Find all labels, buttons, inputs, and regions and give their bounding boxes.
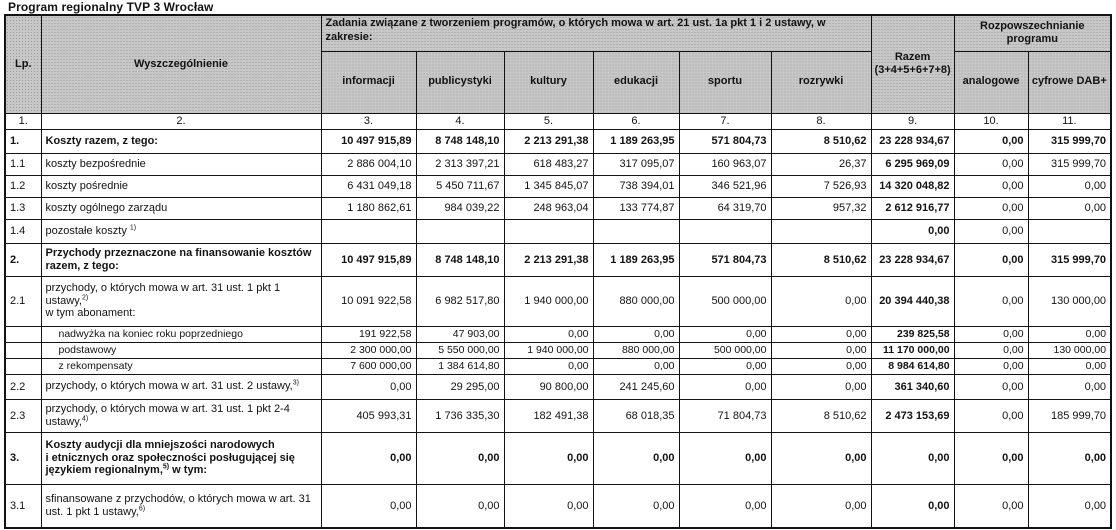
value-cell: 8 510,62 xyxy=(771,243,871,276)
value-cell: 64 319,70 xyxy=(679,197,771,219)
value-cell: 0,00 xyxy=(321,432,416,484)
row-label: przychody, o których mowa w art. 31 ust. 1 pkt 2-4 ustawy,$^{4)}$ xyxy=(41,399,321,432)
value-cell: 0,00 xyxy=(871,432,954,484)
total-label: Razem xyxy=(894,50,931,63)
value-cell: 5 550 000,00 xyxy=(416,342,504,358)
value-cell: 0,00 xyxy=(1028,432,1111,484)
row-label: przychody, o których mowa w art. 31 ust. 1 pkt 1 ustawy,$^{2)}$ w tym abonament: xyxy=(41,276,321,326)
value-cell: 0,00 xyxy=(593,326,679,342)
value-cell: 20 394 440,38 xyxy=(871,276,954,326)
value-cell: 0,00 xyxy=(771,276,871,326)
row-number: 1.1 xyxy=(5,153,41,175)
row-label: Koszty audycji dla mniejszości narodowych i etnicznych oraz społeczności posługującej się językiem regionalnym,$^{5)}$ w tym: xyxy=(41,432,321,484)
value-cell: 10 091 922,58 xyxy=(321,276,416,326)
value-cell: 2 612 916,77 xyxy=(871,197,954,219)
value-cell: 0,00 xyxy=(954,129,1028,153)
value-cell: 500 000,00 xyxy=(679,276,771,326)
column-header-culture: kultury xyxy=(504,51,593,113)
table-body xyxy=(5,129,1111,528)
value-cell: 0,00 xyxy=(771,484,871,528)
value-cell: 160 963,07 xyxy=(679,153,771,175)
value-cell: 185 999,70 xyxy=(1028,399,1111,432)
column-number-row xyxy=(5,113,1111,129)
value-cell: 0,00 xyxy=(771,358,871,374)
row-label: nadwyżka na koniec roku poprzedniego xyxy=(41,326,321,342)
value-cell: 618 483,27 xyxy=(504,153,593,175)
value-cell: 0,00 xyxy=(504,326,593,342)
table-row xyxy=(5,358,1111,374)
value-cell: 6 431 049,18 xyxy=(321,175,416,197)
column-header-specification: Wyszczególnienie xyxy=(41,15,321,113)
value-cell: 0,00 xyxy=(954,153,1028,175)
value-cell: 315 999,70 xyxy=(1028,153,1111,175)
value-cell: 1 940 000,00 xyxy=(504,342,593,358)
row-number: 1. xyxy=(5,129,41,153)
row-label: pozostałe koszty $^{1)}$ xyxy=(41,219,321,243)
value-cell: 90 800,00 xyxy=(504,374,593,399)
value-cell: 571 804,73 xyxy=(679,129,771,153)
value-cell: 0,00 xyxy=(416,484,504,528)
value-cell: 14 320 048,82 xyxy=(871,175,954,197)
value-cell: 241 245,60 xyxy=(593,374,679,399)
value-cell: 1 345 845,07 xyxy=(504,175,593,197)
column-number: 2. xyxy=(41,113,321,129)
value-cell: 1 180 862,61 xyxy=(321,197,416,219)
table-row xyxy=(5,175,1111,197)
table-row xyxy=(5,342,1111,358)
value-cell: 2 213 291,38 xyxy=(504,129,593,153)
value-cell: 0,00 xyxy=(679,432,771,484)
value-cell: 2 313 397,21 xyxy=(416,153,504,175)
table-row xyxy=(5,153,1111,175)
value-cell: 191 922,58 xyxy=(321,326,416,342)
table-row xyxy=(5,399,1111,432)
value-cell: 0,00 xyxy=(954,175,1028,197)
value-cell: 239 825,58 xyxy=(871,326,954,342)
value-cell: 0,00 xyxy=(1028,484,1111,528)
value-cell: 880 000,00 xyxy=(593,342,679,358)
value-cell: 0,00 xyxy=(1028,326,1111,342)
value-cell: 10 497 915,89 xyxy=(321,129,416,153)
value-cell: 0,00 xyxy=(771,342,871,358)
value-cell: 315 999,70 xyxy=(1028,129,1111,153)
value-cell: 182 491,38 xyxy=(504,399,593,432)
row-number xyxy=(5,342,41,358)
table-row xyxy=(5,374,1111,399)
value-cell: 0,00 xyxy=(679,326,771,342)
value-cell: 0,00 xyxy=(416,432,504,484)
value-cell: 0,00 xyxy=(771,432,871,484)
value-cell: 0,00 xyxy=(954,432,1028,484)
group-header-tasks: Zadania związane z tworzeniem programów, o których mowa w art. 21 ust. 1a pkt 1 i 2 ustawy, w zakresie: xyxy=(321,15,871,51)
value-cell xyxy=(416,219,504,243)
row-label: koszty bezpośrednie xyxy=(41,153,321,175)
financial-table xyxy=(4,14,1112,529)
value-cell: 0,00 xyxy=(954,484,1028,528)
column-header-education: edukacji xyxy=(593,51,679,113)
row-number: 1.3 xyxy=(5,197,41,219)
value-cell: 0,00 xyxy=(871,484,954,528)
value-cell: 71 804,73 xyxy=(679,399,771,432)
value-cell: 0,00 xyxy=(1028,175,1111,197)
row-number: 3. xyxy=(5,432,41,484)
column-header-digital-dab: cyfrowe DAB+ xyxy=(1028,51,1111,113)
row-label: Koszty razem, z tego: xyxy=(41,129,321,153)
value-cell: 0,00 xyxy=(1028,374,1111,399)
value-cell: 7 600 000,00 xyxy=(321,358,416,374)
header-row-groups xyxy=(5,15,1111,51)
value-cell: 0,00 xyxy=(321,374,416,399)
table-row xyxy=(5,197,1111,219)
column-number: 10. xyxy=(954,113,1028,129)
value-cell: 0,00 xyxy=(679,374,771,399)
value-cell: 0,00 xyxy=(954,276,1028,326)
value-cell: 984 039,22 xyxy=(416,197,504,219)
row-label: koszty ogólnego zarządu xyxy=(41,197,321,219)
value-cell: 346 521,96 xyxy=(679,175,771,197)
value-cell: 47 903,00 xyxy=(416,326,504,342)
value-cell: 0,00 xyxy=(771,326,871,342)
value-cell: 0,00 xyxy=(954,219,1028,243)
value-cell xyxy=(321,219,416,243)
column-number: 8. xyxy=(771,113,871,129)
value-cell: 8 510,62 xyxy=(771,129,871,153)
table-row xyxy=(5,129,1111,153)
value-cell: 1 384 614,80 xyxy=(416,358,504,374)
column-header-journalism: publicystyki xyxy=(416,51,504,113)
column-header-information: informacji xyxy=(321,51,416,113)
value-cell xyxy=(504,219,593,243)
value-cell: 0,00 xyxy=(954,326,1028,342)
value-cell: 8 748 148,10 xyxy=(416,243,504,276)
row-number xyxy=(5,326,41,342)
value-cell: 0,00 xyxy=(954,399,1028,432)
value-cell: 0,00 xyxy=(679,484,771,528)
value-cell: 738 394,01 xyxy=(593,175,679,197)
column-number: 7. xyxy=(679,113,771,129)
column-number: 6. xyxy=(593,113,679,129)
value-cell: 29 295,00 xyxy=(416,374,504,399)
value-cell: 11 170 000,00 xyxy=(871,342,954,358)
value-cell: 8 748 148,10 xyxy=(416,129,504,153)
row-label: podstawowy xyxy=(41,342,321,358)
value-cell: 1 736 335,30 xyxy=(416,399,504,432)
value-cell: 405 993,31 xyxy=(321,399,416,432)
column-header-lp: Lp. xyxy=(5,15,41,113)
value-cell: 1 940 000,00 xyxy=(504,276,593,326)
row-number: 3.1 xyxy=(5,484,41,528)
row-number: 2.1 xyxy=(5,276,41,326)
value-cell: 133 774,87 xyxy=(593,197,679,219)
value-cell: 957,32 xyxy=(771,197,871,219)
value-cell: 23 228 934,67 xyxy=(871,243,954,276)
value-cell: 248 963,04 xyxy=(504,197,593,219)
value-cell: 0,00 xyxy=(954,358,1028,374)
row-label: przychody, o których mowa w art. 31 ust. 2 ustawy,$^{3)}$ xyxy=(41,374,321,399)
value-cell: 0,00 xyxy=(321,484,416,528)
value-cell: 0,00 xyxy=(1028,358,1111,374)
value-cell: 2 886 004,10 xyxy=(321,153,416,175)
value-cell: 0,00 xyxy=(1028,197,1111,219)
value-cell: 8 510,62 xyxy=(771,399,871,432)
table-row xyxy=(5,484,1111,528)
value-cell: 571 804,73 xyxy=(679,243,771,276)
column-header-entertainment: rozrywki xyxy=(771,51,871,113)
row-label: koszty pośrednie xyxy=(41,175,321,197)
row-number xyxy=(5,358,41,374)
value-cell: 0,00 xyxy=(504,358,593,374)
column-number: 9. xyxy=(871,113,954,129)
value-cell: 26,37 xyxy=(771,153,871,175)
table-row xyxy=(5,326,1111,342)
value-cell: 0,00 xyxy=(954,243,1028,276)
value-cell xyxy=(593,219,679,243)
value-cell: 315 999,70 xyxy=(1028,243,1111,276)
value-cell: 0,00 xyxy=(871,219,954,243)
row-label: Przychody przeznaczone na finansowanie kosztów razem, z tego: xyxy=(41,243,321,276)
value-cell: 8 984 614,80 xyxy=(871,358,954,374)
column-number: 11. xyxy=(1028,113,1111,129)
value-cell: 0,00 xyxy=(593,484,679,528)
column-number: 5. xyxy=(504,113,593,129)
column-header-total xyxy=(871,15,954,113)
document-title: Program regionalny TVP 3 Wrocław xyxy=(8,0,214,14)
value-cell: 0,00 xyxy=(954,374,1028,399)
value-cell xyxy=(771,219,871,243)
total-formula: (3+4+5+6+7+8) xyxy=(874,64,951,77)
value-cell: 6 295 969,09 xyxy=(871,153,954,175)
value-cell: 2 300 000,00 xyxy=(321,342,416,358)
row-label: sfinansowane z przychodów, o których mowa w art. 31 ust. 1 pkt 1 ustawy,$^{6)}$ xyxy=(41,484,321,528)
group-header-distribution: Rozpowszechnianie programu xyxy=(954,15,1111,51)
row-label: z rekompensaty xyxy=(41,358,321,374)
value-cell xyxy=(1028,219,1111,243)
value-cell: 317 095,07 xyxy=(593,153,679,175)
value-cell: 0,00 xyxy=(504,484,593,528)
value-cell: 68 018,35 xyxy=(593,399,679,432)
value-cell: 2 473 153,69 xyxy=(871,399,954,432)
value-cell: 361 340,60 xyxy=(871,374,954,399)
table-row xyxy=(5,219,1111,243)
value-cell: 880 000,00 xyxy=(593,276,679,326)
value-cell: 0,00 xyxy=(954,342,1028,358)
column-number: 4. xyxy=(416,113,504,129)
value-cell: 10 497 915,89 xyxy=(321,243,416,276)
column-header-sport: sportu xyxy=(679,51,771,113)
row-number: 2.2 xyxy=(5,374,41,399)
value-cell: 0,00 xyxy=(679,358,771,374)
value-cell: 7 526,93 xyxy=(771,175,871,197)
row-number: 1.4 xyxy=(5,219,41,243)
value-cell: 500 000,00 xyxy=(679,342,771,358)
column-header-analog: analogowe xyxy=(954,51,1028,113)
value-cell: 0,00 xyxy=(954,197,1028,219)
row-number: 1.2 xyxy=(5,175,41,197)
table-row xyxy=(5,276,1111,326)
row-number: 2. xyxy=(5,243,41,276)
value-cell xyxy=(679,219,771,243)
value-cell: 6 982 517,80 xyxy=(416,276,504,326)
value-cell: 130 000,00 xyxy=(1028,276,1111,326)
value-cell: 23 228 934,67 xyxy=(871,129,954,153)
value-cell: 2 213 291,38 xyxy=(504,243,593,276)
value-cell: 1 189 263,95 xyxy=(593,243,679,276)
value-cell: 130 000,00 xyxy=(1028,342,1111,358)
column-number: 3. xyxy=(321,113,416,129)
value-cell: 1 189 263,95 xyxy=(593,129,679,153)
value-cell: 0,00 xyxy=(593,358,679,374)
table-row xyxy=(5,432,1111,484)
value-cell: 5 450 711,67 xyxy=(416,175,504,197)
value-cell: 0,00 xyxy=(504,432,593,484)
row-number: 2.3 xyxy=(5,399,41,432)
table-row xyxy=(5,243,1111,276)
value-cell: 0,00 xyxy=(771,374,871,399)
column-number: 1. xyxy=(5,113,41,129)
value-cell: 0,00 xyxy=(593,432,679,484)
